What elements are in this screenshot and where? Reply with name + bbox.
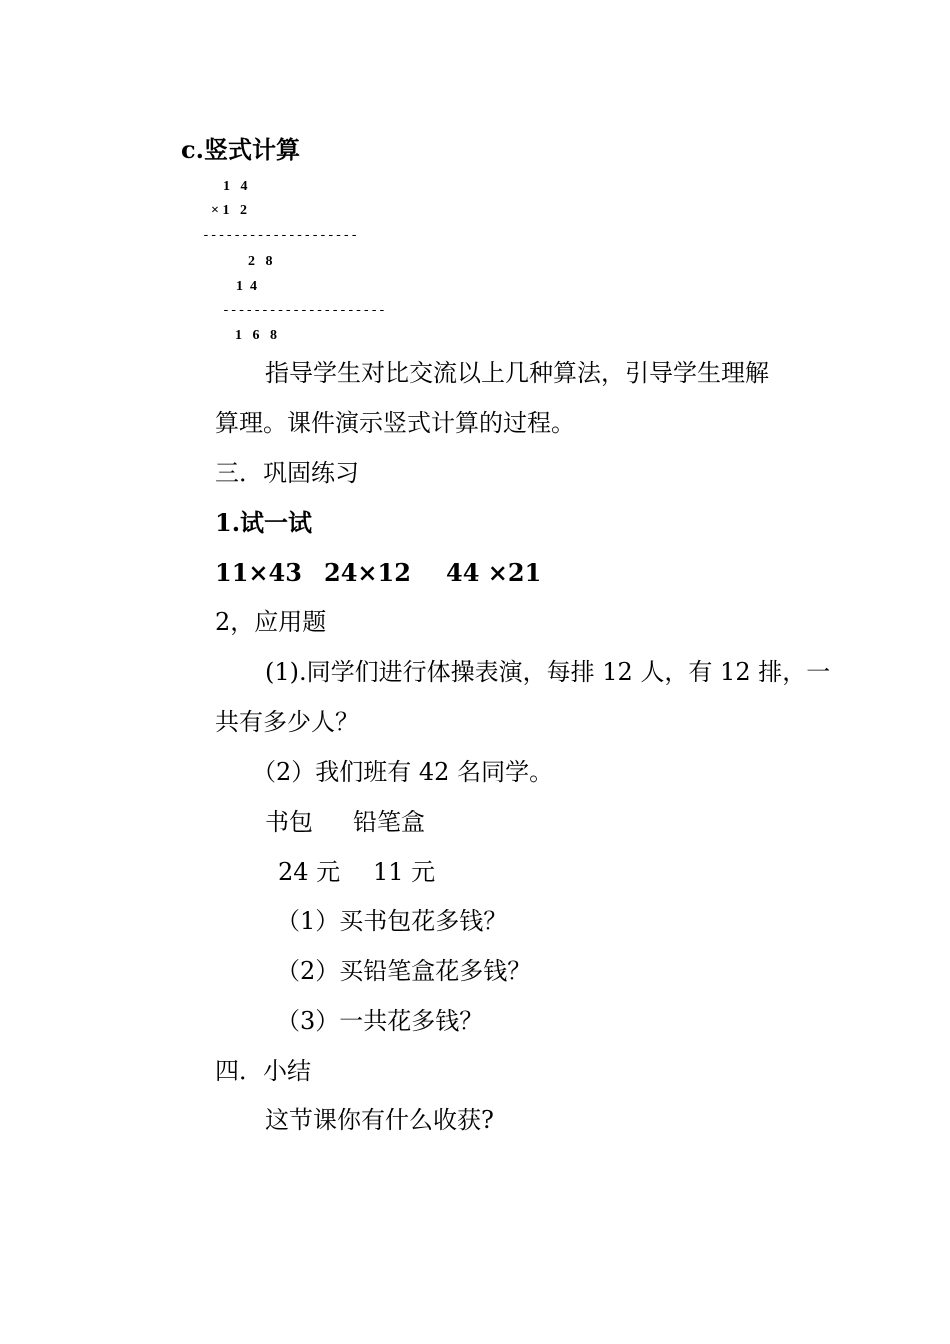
calc-multiplier: × 1 2 bbox=[211, 203, 247, 218]
calc-divider-1: -------------------- bbox=[202, 228, 359, 243]
try-title: 1.试一试 bbox=[215, 508, 313, 537]
calc-partial-1: 2 8 bbox=[248, 254, 273, 269]
price-pencil-case: 11 元 bbox=[373, 858, 436, 886]
section-heading: c.竖式计算 bbox=[181, 135, 300, 164]
calc-multiplicand: 1 4 bbox=[223, 179, 248, 194]
question-3: （3）一共花多钱？ bbox=[276, 1007, 484, 1035]
question-2: （2）买铅笔盒花多钱？ bbox=[276, 957, 532, 985]
section-4-title: 四．小结 bbox=[215, 1057, 311, 1085]
try-problem-1: 11×43 bbox=[215, 558, 302, 587]
summary-question: 这节课你有什么收获? bbox=[265, 1106, 494, 1134]
guide-text-line-1: 指导学生对比交流以上几种算法，引导学生理解 bbox=[265, 359, 769, 387]
application-title: 2，应用题 bbox=[215, 608, 327, 636]
price-backpack: 24 元 bbox=[278, 858, 341, 886]
application-1-line-2: 共有多少人？ bbox=[215, 708, 359, 736]
try-problem-3: 44 ×21 bbox=[446, 558, 542, 587]
item-backpack: 书包 bbox=[265, 808, 313, 836]
question-1: （1）买书包花多钱？ bbox=[276, 907, 508, 935]
item-pencil-case: 铅笔盒 bbox=[353, 808, 425, 836]
section-3-title: 三．巩固练习 bbox=[215, 459, 359, 487]
calc-result: 1 6 8 bbox=[235, 328, 277, 343]
calc-partial-2: 1 4 bbox=[236, 279, 257, 294]
application-2-intro: （2）我们班有 42 名同学。 bbox=[252, 758, 554, 786]
try-problem-2: 24×12 bbox=[324, 558, 411, 587]
guide-text-line-2: 算理。课件演示竖式计算的过程。 bbox=[215, 409, 575, 437]
calc-divider-2: --------------------- bbox=[222, 303, 386, 318]
application-1-line-1: (1).同学们进行体操表演，每排 12 人，有 12 排，一 bbox=[265, 658, 831, 686]
